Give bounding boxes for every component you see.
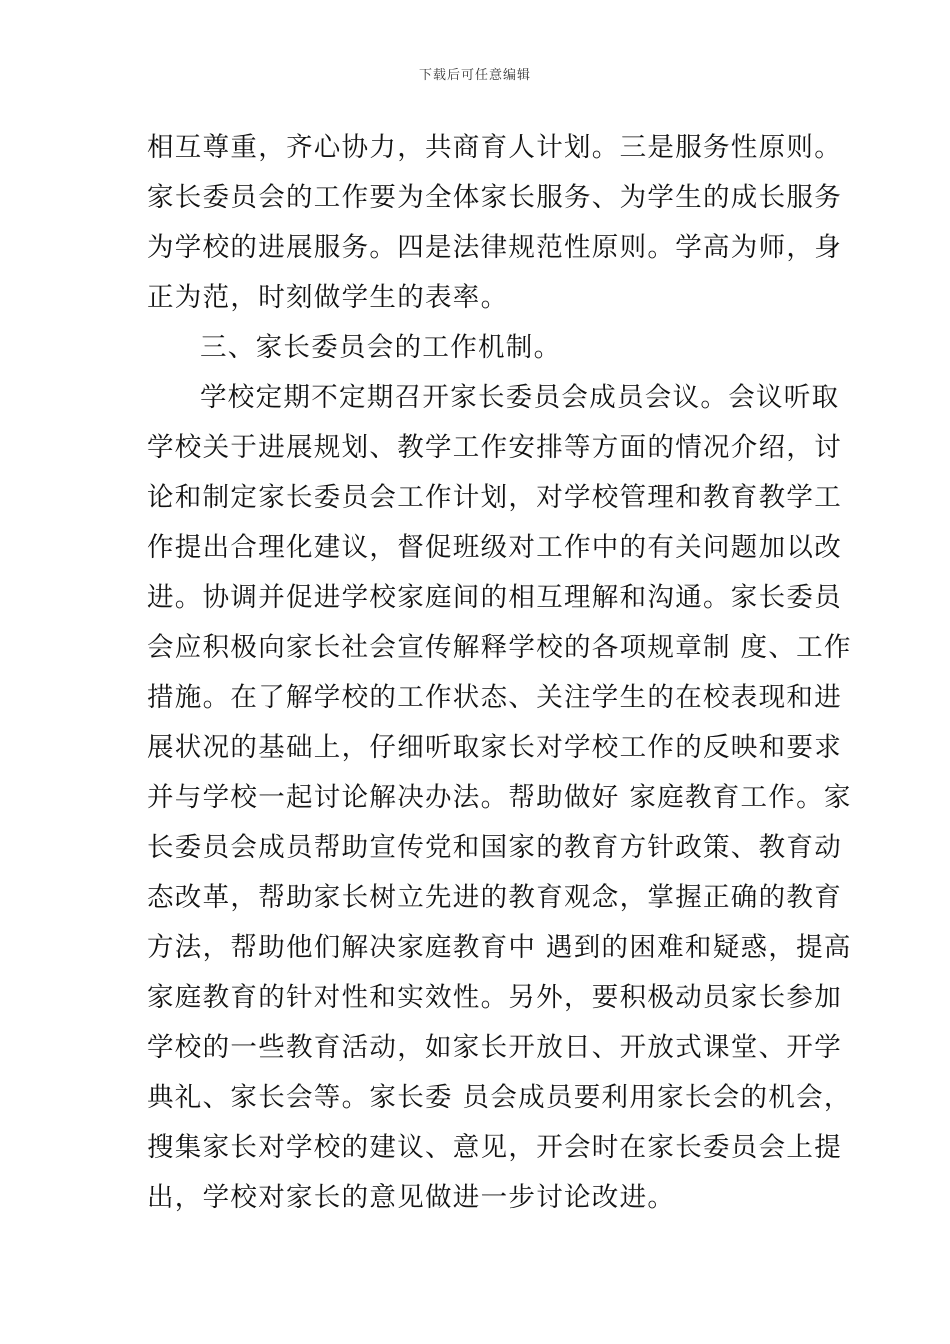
text-line: 相互尊重，齐心协力，共商育人计划。三是服务性原则。 bbox=[147, 132, 842, 163]
text-line: 长委员会成员帮助宣传党和国家的教育方针政策、教育动 bbox=[147, 832, 842, 863]
text-line: 典礼、家长会等。家长委 员会成员要利用家长会的机会， bbox=[147, 1082, 852, 1113]
text-line: 搜集家长对学校的建议、意见，开会时在家长委员会上提 bbox=[147, 1132, 842, 1163]
text-line: 为学校的进展服务。四是法律规范性原则。学高为师，身 bbox=[147, 232, 842, 263]
text-line: 作提出合理化建议，督促班级对工作中的有关问题加以改 bbox=[147, 532, 842, 563]
text-line: 家庭教育的针对性和实效性。另外，要积极动员家长参加 bbox=[147, 982, 842, 1013]
text-line: 会应积极向家长社会宣传解释学校的各项规章制 度、工作 bbox=[147, 632, 852, 663]
text-line: 学校定期不定期召开家长委员会成员会议。会议听取 bbox=[200, 382, 840, 413]
text-line: 正为范，时刻做学生的表率。 bbox=[147, 282, 509, 313]
text-line: 论和制定家长委员会工作计划，对学校管理和教育教学工 bbox=[147, 482, 842, 513]
text-line: 并与学校一起讨论解决办法。帮助做好 家庭教育工作。家 bbox=[147, 782, 852, 813]
text-line: 态改革，帮助家长树立先进的教育观念，掌握正确的教育 bbox=[147, 882, 842, 913]
text-line: 展状况的基础上，仔细听取家长对学校工作的反映和要求 bbox=[147, 732, 842, 763]
document-body bbox=[147, 123, 852, 1223]
page-header-note: 下载后可任意编辑 bbox=[418, 68, 531, 83]
text-line: 进。协调并促进学校家庭间的相互理解和沟通。家长委员 bbox=[147, 582, 842, 613]
text-line: 出，学校对家长的意见做进一步讨论改进。 bbox=[147, 1182, 676, 1213]
text-line: 家长委员会的工作要为全体家长服务、为学生的成长服务 bbox=[147, 182, 842, 213]
text-line: 方法，帮助他们解决家庭教育中 遇到的困难和疑惑，提高 bbox=[147, 932, 852, 963]
text-line: 措施。在了解学校的工作状态、关注学生的在校表现和进 bbox=[147, 682, 842, 713]
text-line: 学校关于进展规划、教学工作安排等方面的情况介绍，讨 bbox=[147, 432, 842, 463]
section-heading: 三、家长委员会的工作机制。 bbox=[200, 332, 562, 363]
text-line: 学校的一些教育活动，如家长开放日、开放式课堂、开学 bbox=[147, 1032, 842, 1063]
